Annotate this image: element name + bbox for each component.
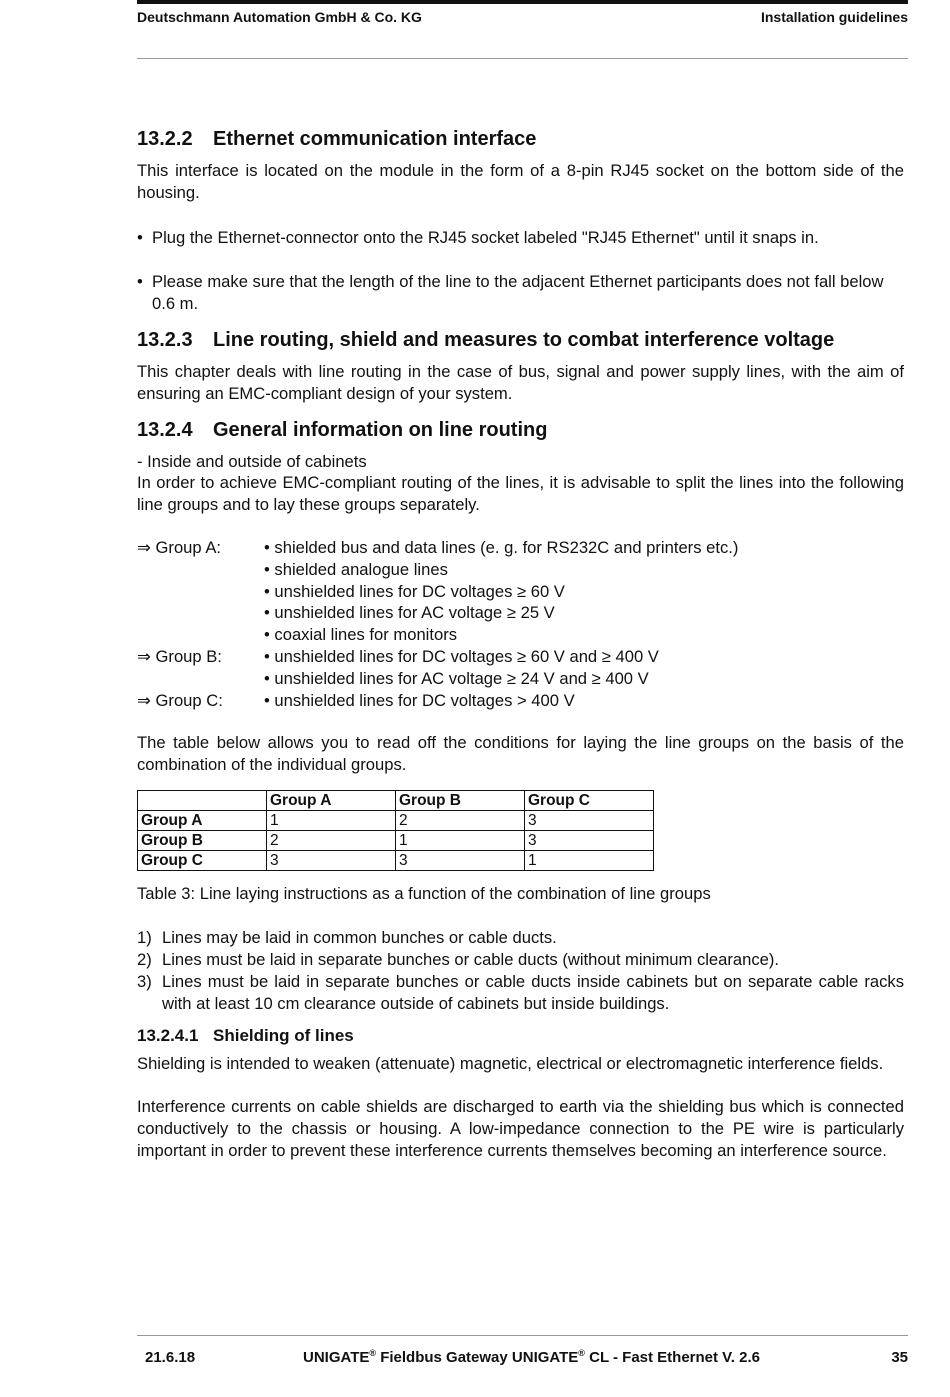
table-row bbox=[138, 851, 654, 871]
group-a-label: ⇒ Group A: bbox=[137, 538, 222, 557]
footer-date: 21.6.18 bbox=[145, 1349, 196, 1366]
paragraph-table-intro: The table below allows you to read off the conditions for laying the line groups on the basis of the combination of the individual groups. bbox=[137, 733, 904, 774]
heading-general-line-routing bbox=[137, 419, 547, 442]
bullet-line-length: • Please make sure that the length of the line to the adjacent Ethernet participants does not fall below 0.6 m. bbox=[137, 272, 884, 313]
list-item: • unshielded lines for DC voltages > 400 V bbox=[264, 690, 575, 710]
heading-number: 13.2.4.1 bbox=[137, 1026, 199, 1045]
header-section: Installation guidelines bbox=[760, 9, 908, 25]
table-row bbox=[138, 831, 654, 851]
header-company: Deutschmann Automation GmbH & Co. KG bbox=[137, 9, 422, 25]
table-row-label: Group C bbox=[138, 851, 267, 871]
table-row-label: Group B bbox=[138, 831, 267, 851]
group-b-label: ⇒ Group B: bbox=[137, 647, 222, 666]
list-item: • unshielded lines for DC voltages ≥ 60 V and ≥ 400 V bbox=[264, 647, 659, 666]
heading-number: 13.2.4 bbox=[137, 419, 193, 441]
heading-title: General information on line routing bbox=[213, 419, 548, 441]
table-cell: 3 bbox=[396, 851, 525, 871]
header-rule bbox=[137, 58, 908, 59]
table-header-cell: Group B bbox=[396, 791, 525, 811]
note-item: 3) Lines must be laid in separate bunches or cable ducts inside cabinets but on separate cable racks with at least 10 cm clearance outside of cabinets but inside buildings. bbox=[137, 972, 904, 1013]
list-item: • shielded analogue lines bbox=[264, 559, 448, 579]
table-cell: 1 bbox=[267, 811, 396, 831]
table-header-cell: Group A bbox=[267, 791, 396, 811]
footer-document-title: UNIGATE® Fieldbus Gateway UNIGATE® CL - Fast Ethernet V. 2.6 bbox=[303, 1348, 760, 1366]
table-cell: 3 bbox=[525, 831, 654, 851]
table-cell: 2 bbox=[396, 811, 525, 831]
heading-number: 13.2.2 bbox=[137, 128, 193, 150]
note-item: 2) Lines must be laid in separate bunches or cable ducts (without minimum clearance). bbox=[137, 950, 780, 969]
paragraph-chapter-scope: This chapter deals with line routing in the case of bus, signal and power supply lines, with the aim of ensuring an EMC-compliant design of your system. bbox=[137, 362, 904, 403]
heading-ethernet-interface bbox=[137, 128, 536, 151]
heading-title: Shielding of lines bbox=[213, 1026, 354, 1045]
table-cell: 3 bbox=[267, 851, 396, 871]
line-laying-table bbox=[137, 790, 654, 871]
list-item: • unshielded lines for DC voltages ≥ 60 V bbox=[264, 581, 565, 601]
table-cell: 3 bbox=[525, 811, 654, 831]
table-row-label: Group A bbox=[138, 811, 267, 831]
heading-title: Line routing, shield and measures to combat interference voltage bbox=[213, 329, 835, 351]
heading-shielding-of-lines bbox=[137, 1026, 354, 1046]
list-item: • unshielded lines for AC voltage ≥ 24 V and ≥ 400 V bbox=[264, 668, 649, 688]
paragraph-interference-currents: Interference currents on cable shields are discharged to earth via the shielding bus which is connected conductively to the chassis or housing. A low-impedance connection to the PE wire is particularly important in order to prevent these interference currents themselves becoming an interference source. bbox=[137, 1097, 904, 1160]
header-top-bar bbox=[137, 0, 908, 4]
paragraph-interface-location: This interface is located on the module in the form of a 8-pin RJ45 socket on the bottom side of the housing. bbox=[137, 161, 904, 202]
table-header-row bbox=[138, 791, 654, 811]
bullet-plug-connector: • Plug the Ethernet-connector onto the RJ45 socket labeled "RJ45 Ethernet" until it snaps in. bbox=[137, 228, 819, 247]
table-caption: Table 3: Line laying instructions as a function of the combination of line groups bbox=[137, 884, 711, 903]
table-header-cell: Group C bbox=[525, 791, 654, 811]
paragraph-inside-outside: - Inside and outside of cabinets bbox=[137, 452, 367, 471]
note-item: 1) Lines may be laid in common bunches or cable ducts. bbox=[137, 928, 557, 947]
paragraph-shielding-purpose: Shielding is intended to weaken (attenuate) magnetic, electrical or electromagnetic interference fields. bbox=[137, 1054, 884, 1073]
list-item: • shielded bus and data lines (e. g. for RS232C and printers etc.) bbox=[264, 538, 739, 557]
heading-number: 13.2.3 bbox=[137, 329, 193, 351]
table-cell: 1 bbox=[396, 831, 525, 851]
footer-rule bbox=[137, 1335, 908, 1336]
table-header-cell bbox=[138, 791, 267, 811]
heading-line-routing-shield bbox=[137, 329, 834, 352]
table-cell: 1 bbox=[525, 851, 654, 871]
group-c-label: ⇒ Group C: bbox=[137, 690, 223, 710]
list-item: • coaxial lines for monitors bbox=[264, 625, 458, 645]
paragraph-emc-routing: In order to achieve EMC-compliant routing of the lines, it is advisable to split the lines into the following line groups and to lay these groups separately. bbox=[137, 473, 904, 514]
table-row bbox=[138, 811, 654, 831]
table-cell: 2 bbox=[267, 831, 396, 851]
line-groups-list bbox=[137, 537, 904, 712]
heading-title: Ethernet communication interface bbox=[213, 128, 537, 150]
list-item: • unshielded lines for AC voltage ≥ 25 V bbox=[264, 603, 555, 623]
footer-page-number: 35 bbox=[891, 1349, 908, 1366]
